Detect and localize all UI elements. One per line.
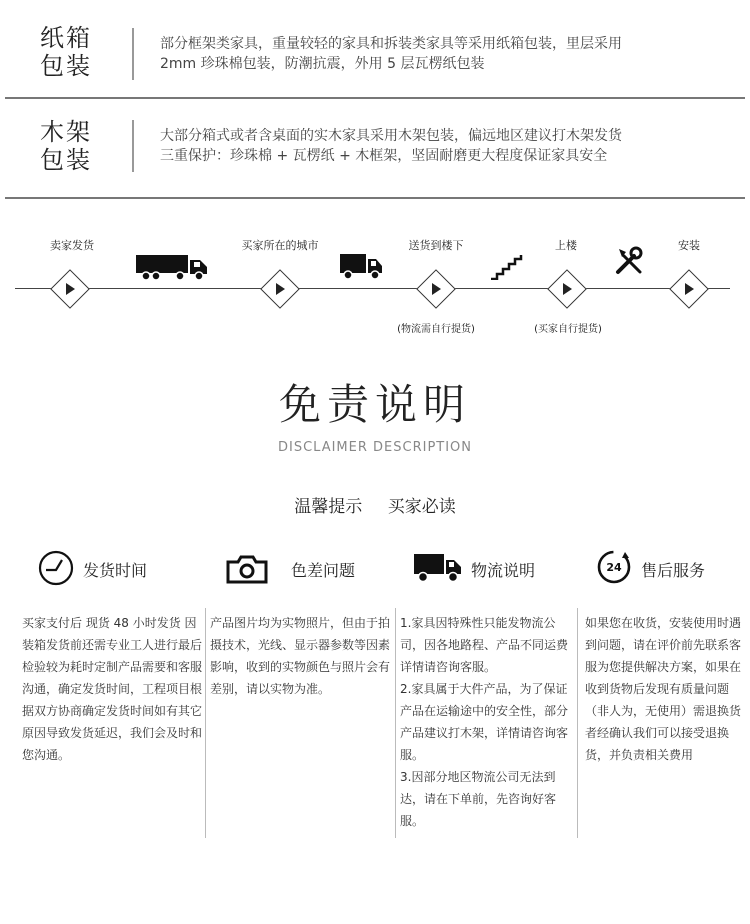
- tools-icon: [614, 246, 644, 276]
- play-icon: [276, 283, 285, 295]
- color-difference-label: 色差问题: [291, 561, 356, 580]
- play-icon: [432, 283, 441, 295]
- play-icon: [563, 283, 572, 295]
- color-difference-heading: [226, 548, 386, 588]
- step-label-buyer-city: 买家所在的城市: [241, 239, 319, 252]
- column-separator: [205, 608, 206, 838]
- delivery-truck-icon: [340, 251, 384, 281]
- divider-bottom: [5, 197, 745, 199]
- carton-packaging-description: 部分框架类家具，重量较轻的家具和拆装类家具等采用纸箱包装，里层采用 2mm 珍珠棉包装，防潮抗震，外用 5 层瓦楞纸包装: [160, 36, 622, 72]
- carton-packaging-title: 纸箱 包装: [40, 24, 92, 80]
- after-sales-text: 如果您在收货，安装使用时遇到问题，请在评价前先联系客服为您提供解决方案，如果在收到货物后发现有质量问题（非人为，无使用）需退换货者经确认我们可以接受退换货，并负责相关费用: [585, 616, 742, 762]
- color-difference-text: 产品图片均为实物照片，但由于拍摄技术，光线、显示器参数等因素影响，收到的实物颜色与照片会有差别，请以实物为准。: [210, 616, 391, 696]
- column-separator: [577, 608, 578, 838]
- logistics-point-2: 2.家具属于大件产品，为了保证产品在运输途中的安全性，部分产品建议打木架，详情请咨询客服。: [400, 682, 569, 762]
- buyer-pickup-note: (买家自行提货): [534, 324, 602, 335]
- logistics-label: 物流说明: [471, 561, 536, 580]
- shipping-time-heading: [38, 548, 198, 588]
- after-sales-heading: [595, 548, 735, 588]
- column-separator: [395, 608, 396, 838]
- divider-top: [5, 97, 745, 99]
- disclaimer-title: 免责说明: [278, 380, 471, 429]
- after-sales-label: 售后服务: [641, 561, 706, 580]
- logistics-point-3: 3.因部分地区物流公司无法到达，请在下单前，先咨询好客服。: [400, 770, 557, 828]
- shipping-time-label: 发货时间: [83, 561, 148, 580]
- title-separator: [132, 28, 134, 80]
- 24h-service-icon: [595, 548, 633, 586]
- wood-crate-packaging-description: 大部分箱式或者含桌面的实木家具采用木架包装，偏远地区建议打木架发货 三重保护：珍珠棉 + 瓦楞纸 + 木框架，坚固耐磨更大程度保证家具安全: [160, 128, 622, 164]
- shipping-time-text: 买家支付后 现货 48 小时发货 因装箱发货前还需专业工人进行最后检验较为耗时定制产品需要和客服沟通，确定发货时间，工程项目根据双方协商确定发货时间如有其它原因导致发货延迟，我们会及时和您沟通。: [22, 616, 203, 762]
- title-separator: [132, 120, 134, 172]
- play-icon: [66, 283, 75, 295]
- disclaimer-subtitle: DISCLAIMER DESCRIPTION: [277, 440, 473, 455]
- logistics-text: [400, 612, 572, 832]
- buyer-notice: 温馨提示 买家必读: [294, 497, 456, 517]
- logistics-heading: [413, 548, 583, 588]
- semi-truck-icon: [136, 252, 210, 282]
- step-label-seller-ship: 卖家发货: [50, 239, 94, 252]
- step-label-install: 安装: [678, 239, 700, 252]
- camera-icon: [226, 554, 268, 584]
- svg-text:24: 24: [606, 561, 622, 574]
- logistics-pickup-note: (物流需自行提货): [397, 324, 475, 335]
- timeline-line: [15, 288, 730, 289]
- step-label-deliver-downstairs: 送货到楼下: [408, 239, 464, 252]
- clock-icon: [38, 550, 74, 586]
- wood-crate-packaging-title: 木架 包装: [40, 118, 92, 174]
- step-label-upstairs: 上楼: [555, 239, 577, 252]
- logistics-point-1: 1.家具因特殊性只能发物流公司，因各地路程、产品不同运费详情请咨询客服。: [400, 616, 569, 674]
- stairs-icon: [490, 254, 524, 280]
- truck-icon: [413, 552, 463, 584]
- play-icon: [685, 283, 694, 295]
